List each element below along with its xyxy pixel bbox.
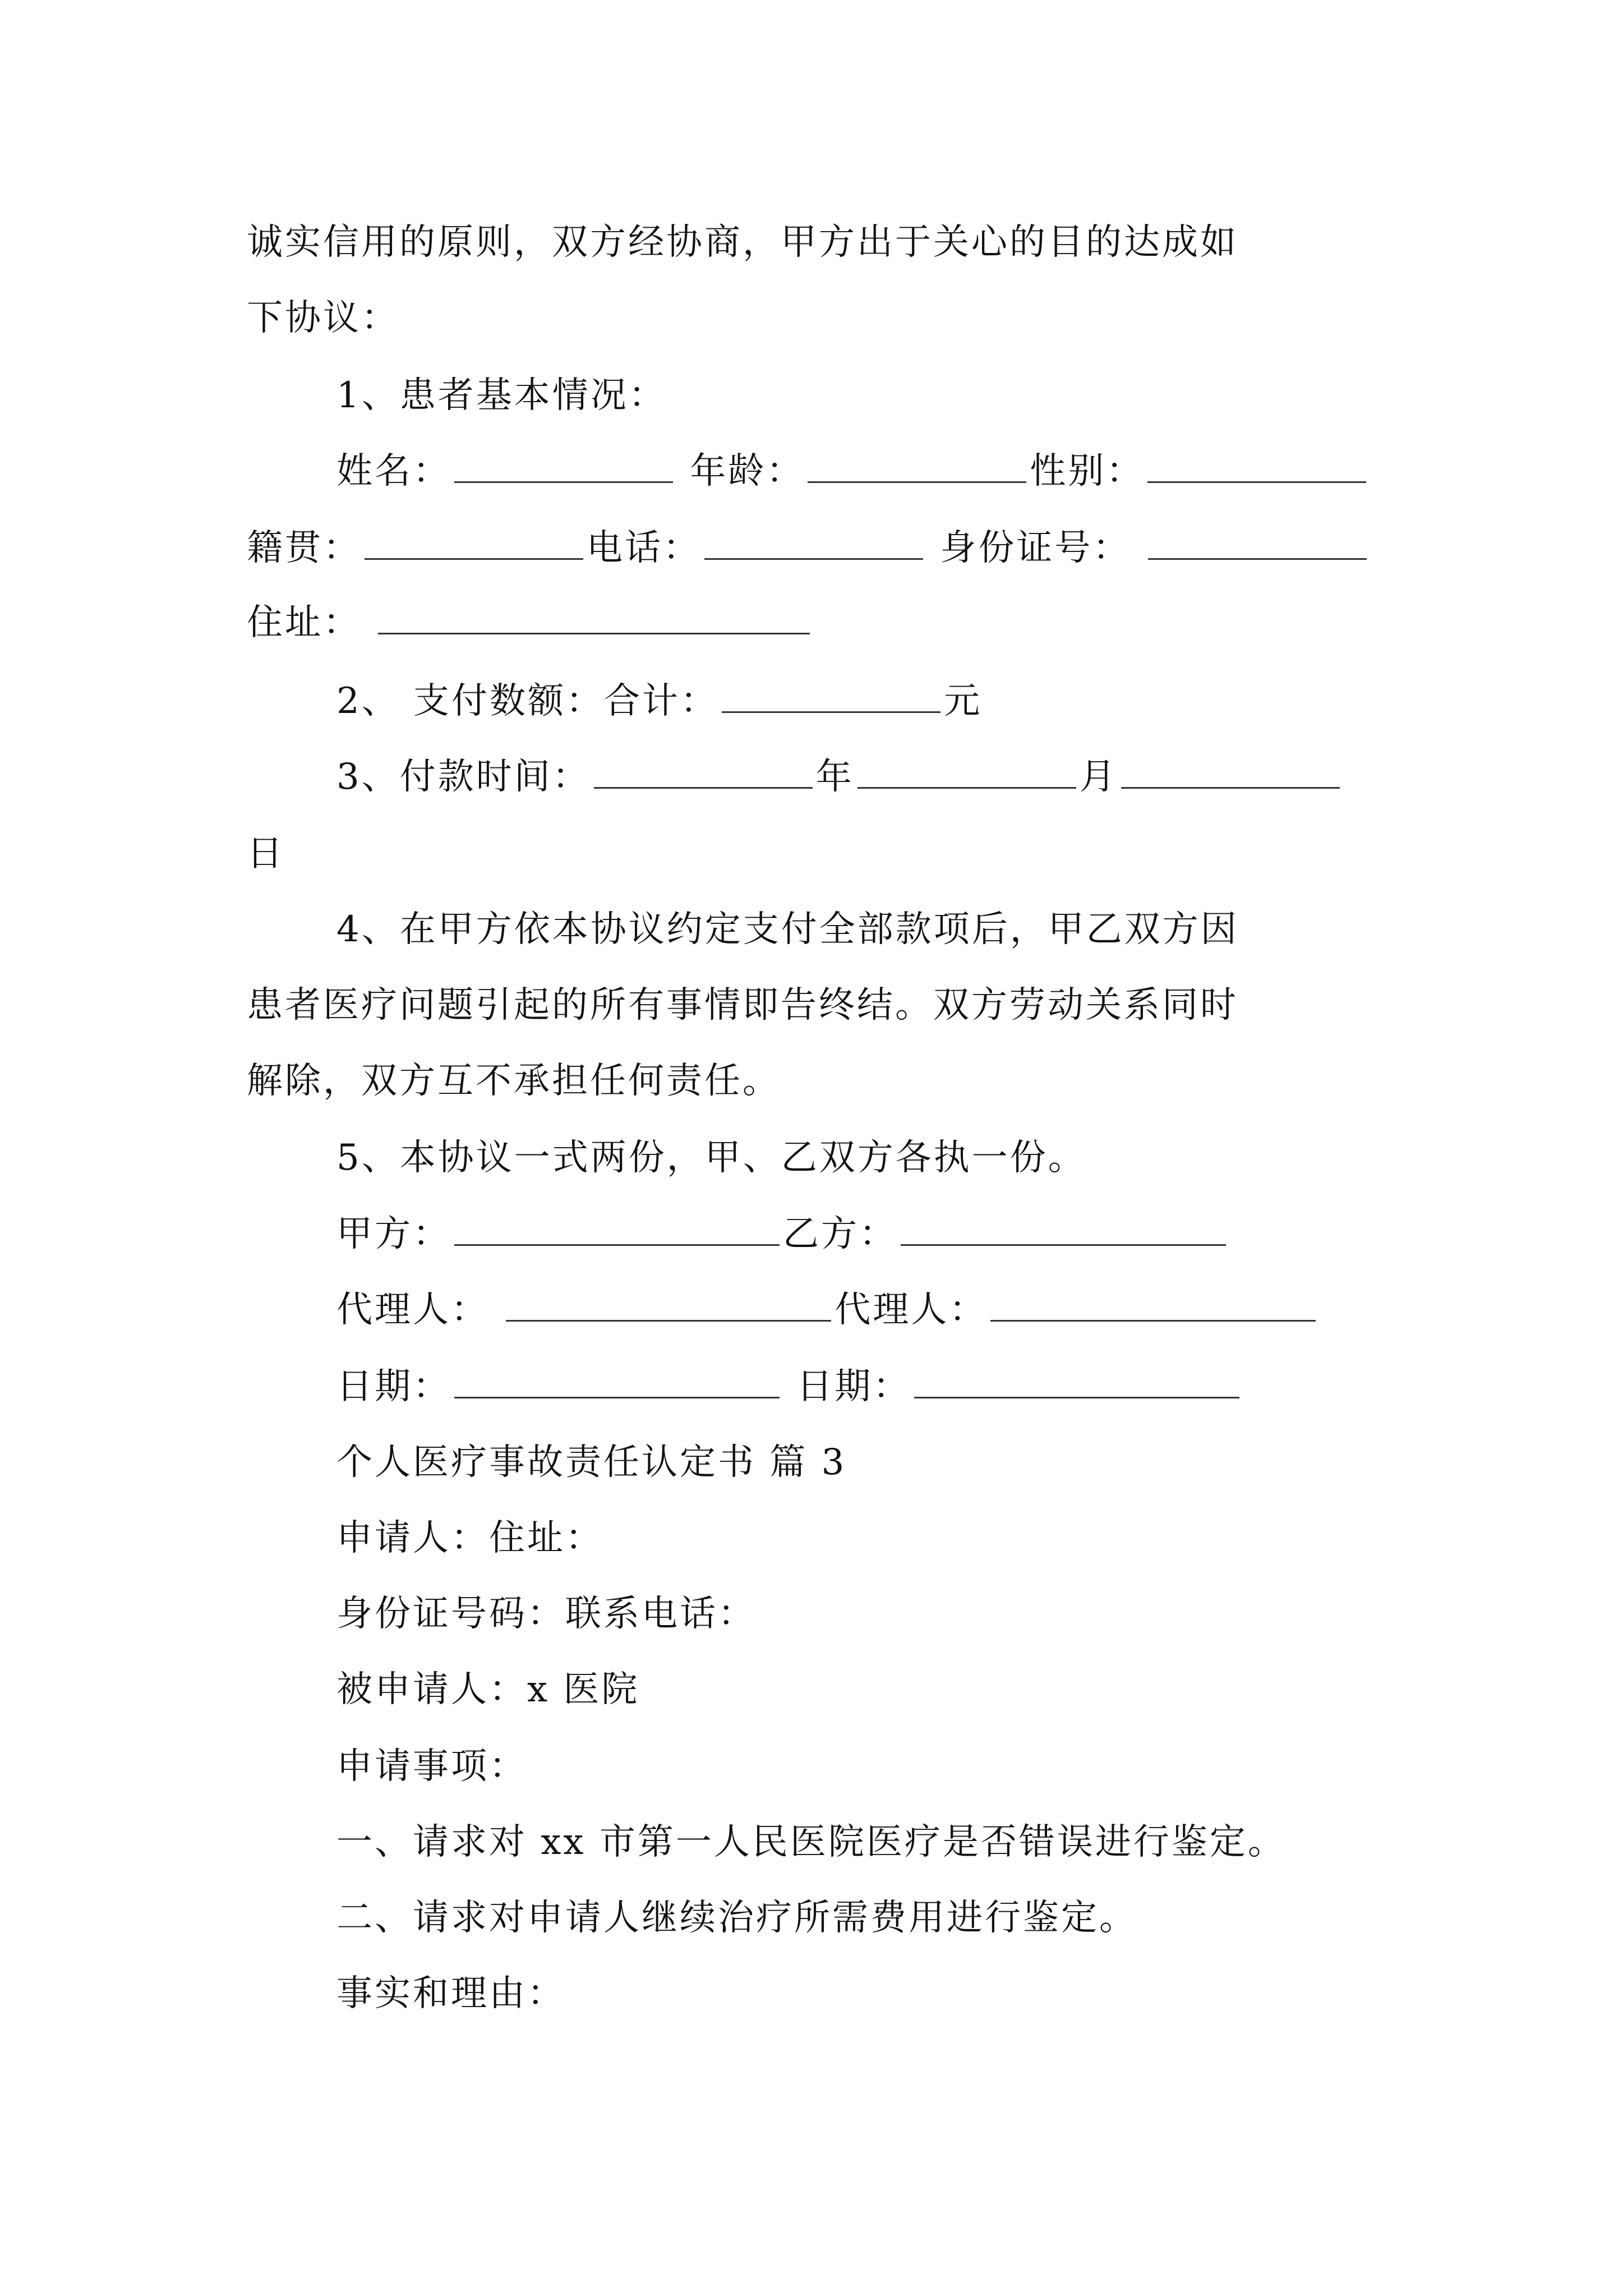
- age-blank: [808, 450, 1026, 483]
- paragraph-line: 被申请人：x 医院: [336, 1669, 640, 1710]
- native-phone-id-row: [247, 526, 1370, 570]
- address-label: 住址：: [247, 602, 361, 643]
- year-blank: [594, 756, 813, 789]
- paragraph-line: 一、请求对 xx 市第一人民医院医疗是否错误进行鉴定。: [336, 1821, 1286, 1863]
- paragraph-line: 二、请求对申请人继续治疗所需费用进行鉴定。: [336, 1897, 1137, 1939]
- party-b-label: 乙方：: [783, 1213, 897, 1255]
- day-blank: [1121, 756, 1340, 789]
- amount-blank: [722, 680, 940, 713]
- date-a-label: 日期：: [336, 1366, 451, 1407]
- party-a-label: 甲方：: [336, 1213, 451, 1255]
- section-title: 个人医疗事故责任认定书 篇 3: [336, 1442, 847, 1483]
- date-row: [336, 1364, 1243, 1409]
- day-label: 日: [247, 833, 285, 875]
- party-row: [336, 1212, 1229, 1257]
- paragraph-line: 身份证号码：联系电话：: [336, 1593, 756, 1635]
- agent-a-label: 代理人：: [336, 1289, 489, 1331]
- paragraph-line: 解除，双方互不承担任何责任。: [247, 1060, 781, 1102]
- agent-b-blank: [990, 1289, 1316, 1322]
- idno-blank: [1148, 527, 1367, 560]
- month-label: 月: [1079, 756, 1118, 798]
- age-label: 年龄：: [690, 450, 805, 492]
- section-heading: 1、患者基本情况：: [336, 375, 667, 416]
- date-a-blank: [454, 1365, 780, 1398]
- paragraph-line: 下协议：: [247, 297, 399, 339]
- agent-row: [336, 1287, 1319, 1332]
- time-label: 3、付款时间：: [336, 756, 591, 798]
- native-label: 籍贯：: [247, 527, 361, 569]
- sex-label: 性别：: [1030, 450, 1145, 492]
- amount-unit: 元: [944, 680, 983, 722]
- date-b-label: 日期：: [796, 1366, 911, 1407]
- name-blank: [454, 450, 673, 483]
- month-blank: [857, 756, 1076, 789]
- address-blank: [378, 601, 810, 634]
- party-a-blank: [454, 1213, 780, 1246]
- paragraph-line: 申请人：住址：: [336, 1517, 603, 1559]
- name-age-sex-row: [336, 449, 1370, 494]
- year-label: 年: [815, 756, 854, 798]
- paragraph-line: 申请事项：: [336, 1746, 527, 1787]
- address-row: [247, 600, 813, 645]
- phone-label: 电话：: [587, 527, 701, 569]
- amount-row: [336, 679, 982, 724]
- paragraph-line: 患者医疗问题引起的所有事情即告终结。双方劳动关系同时: [247, 984, 1238, 1026]
- party-b-blank: [901, 1213, 1226, 1246]
- idno-label: 身份证号：: [940, 527, 1131, 569]
- name-label: 姓名：: [336, 450, 451, 492]
- paragraph-line: 诚实信用的原则，双方经协商，甲方出于关心的目的达成如: [247, 222, 1238, 263]
- paragraph-line: 5、本协议一式两份，甲、乙双方各执一份。: [336, 1137, 1086, 1179]
- payment-time-row: [336, 754, 1343, 799]
- sex-blank: [1147, 450, 1366, 483]
- phone-blank: [704, 527, 923, 560]
- paragraph-line: 事实和理由：: [336, 1973, 565, 2014]
- agent-a-blank: [506, 1289, 831, 1322]
- native-blank: [365, 527, 583, 560]
- agent-b-label: 代理人：: [834, 1289, 988, 1331]
- paragraph-line: 4、在甲方依本协议约定支付全部款项后，甲乙双方因: [336, 909, 1239, 950]
- date-b-blank: [914, 1365, 1239, 1398]
- amount-label: 2、 支付数额：合计：: [336, 680, 719, 722]
